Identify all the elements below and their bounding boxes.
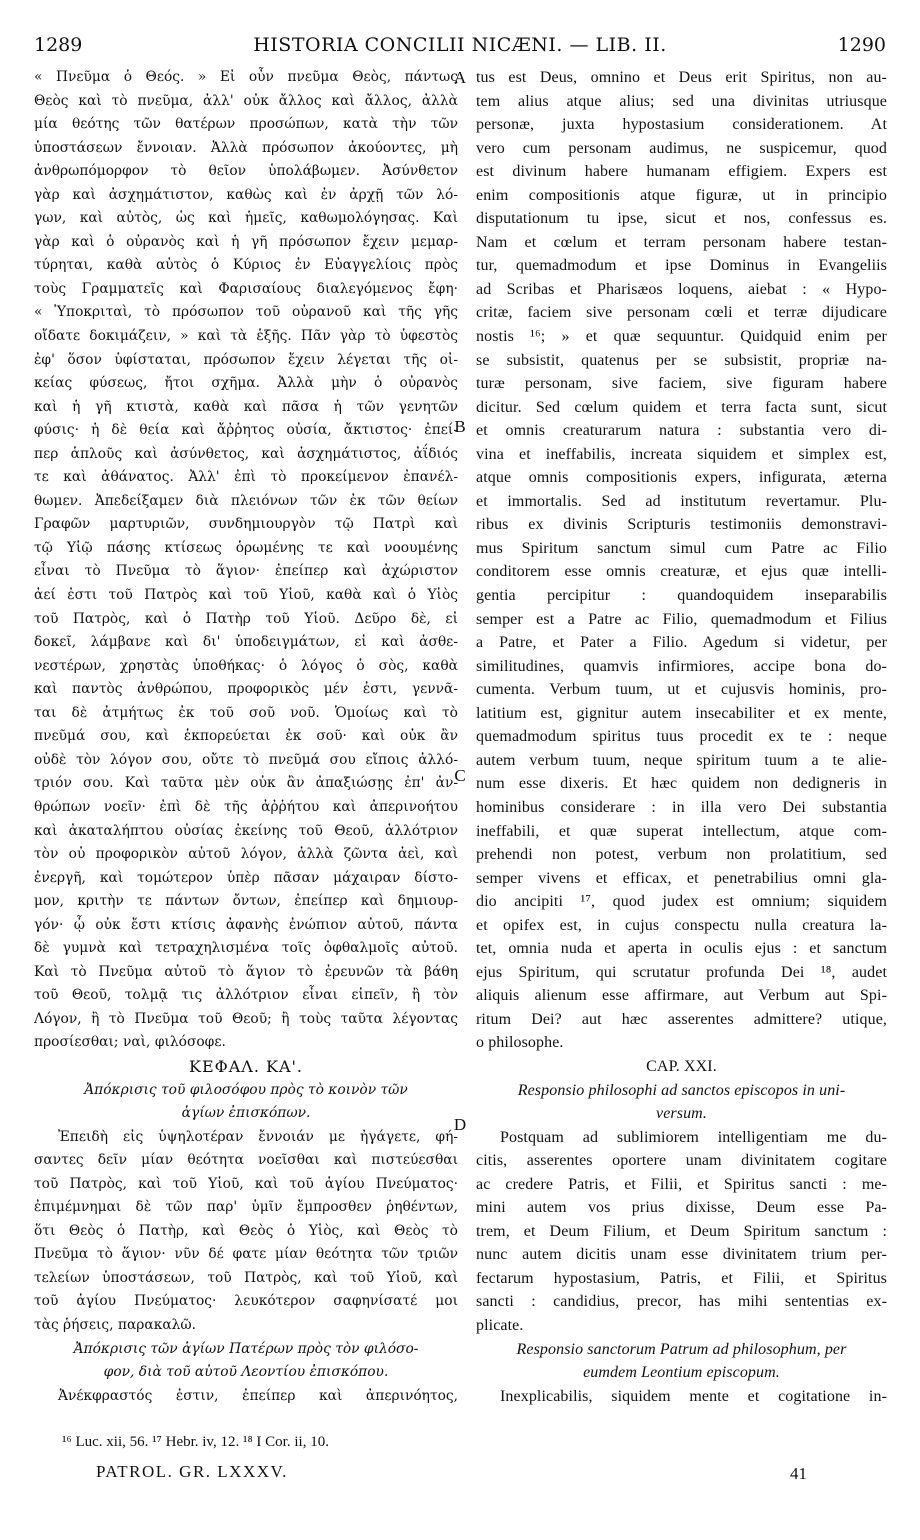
latin-line: prehendi non potest, verbum non prolatitium, sed [476, 846, 887, 864]
patrol-signature: PATROL. GR. LXXXV. [96, 1462, 288, 1481]
greek-line: θρώπων νοεῖν· ἐπὶ δὲ τῆς ἀῤῥήτου καὶ ἀπερινοήτου [34, 798, 458, 815]
greek-line: τύρηται, καθὰ αὐτὸς ὁ Κύριος ἐν Εὐαγγελίοις πρὸς [34, 257, 458, 274]
greek-line: Ἀνέκφραστός ἐστιν, ἐπείπερ καὶ ἀπερινόητος, [58, 1387, 458, 1404]
latin-response-subtitle: eumdem Leontium episcopum. [583, 1364, 780, 1382]
latin-line: turæ personam, sive faciem, sive figuram habere [476, 375, 887, 393]
running-header [34, 34, 886, 64]
latin-line: Postquam ad sublimiorem intelligentiam me du- [500, 1128, 887, 1146]
greek-line: δὲ γυμνὰ καὶ τετραχηλισμένα τοῖς ὀφθαλμοῖς αὐτοῦ. [34, 940, 458, 957]
greek-line: μον, κριτὴν τε πάντων ὄντων, ἐπείπερ καὶ δημιουρ- [34, 893, 458, 910]
latin-cap-text-block [476, 1126, 887, 1338]
latin-line: citis, asserentes oportere unam divinitatem cogitare [476, 1152, 887, 1170]
latin-line: trem, et Deum Filium, et Deum Spiritum sanctum : [476, 1222, 887, 1240]
latin-line: et immortalis. Sed ad institutum revertamur. Plu- [476, 492, 887, 510]
running-title: HISTORIA CONCILII NICÆNI. — LIB. II. [253, 34, 667, 56]
sheet-number: 41 [790, 1464, 807, 1483]
greek-line: πνεῦμά σου, καὶ ἐκπορεύεται ἐκ σοῦ· καὶ οὐκ ἂν [34, 728, 458, 745]
greek-line: τελείων ὑποστάσεων, τοῦ Πατρὸς, καὶ τοῦ Υἱοῦ, καὶ [34, 1269, 458, 1286]
greek-line: γων, καὶ αὐτὸς, ὡς καὶ ἡμεῖς, καθωμολόγησας. Καὶ [34, 210, 458, 227]
margin-marker-d: D [453, 1115, 467, 1134]
greek-line: θωμεν. Ἀπεδείξαμεν διὰ πλειόνων τῶν ἐκ τῶν θείων [34, 492, 458, 509]
latin-line: semper vivens et efficax, et penetrabilius omni gla- [476, 869, 887, 887]
latin-line: quemadmodum spiritus tuus procedit ex te : neque [476, 728, 887, 746]
greek-line: Πνεῦμα τὸ ἅγιον· νῦν δέ φατε μίαν θεότητα τῶν τριῶν [34, 1246, 458, 1263]
greek-line: γὰρ καὶ ὁ οὐρανὸς καὶ ἡ γῆ πρόσωπον ἔχειν μεμαρ- [34, 233, 458, 250]
greek-line: ἐφ' ὅσον ὑφίσταται, πρόσωπον ἔχειν λέγεται τῆς οἰ- [34, 351, 458, 368]
latin-text-block [476, 66, 887, 1055]
greek-line: καὶ ἡ γῆ κτιστὰ, καθὰ καὶ πᾶσα ἡ τῶν γενητῶν [34, 398, 458, 415]
latin-line: sancti : candidius, precor, has mihi sententias ex- [476, 1293, 887, 1311]
greek-cap-text-block [34, 1126, 458, 1338]
latin-line: ac credere Patris, et Filii, et Spiritus sancti : me- [476, 1175, 887, 1193]
greek-line: Ἐπειδὴ εἰς ὑψηλοτέραν ἔννοιάν με ἠγάγετε, φή- [58, 1128, 458, 1145]
latin-chapter-heading: CAP. XXI. [646, 1057, 717, 1075]
greek-line: ἐνεργῆ, καὶ τομώτερον ὑπὲρ πᾶσαν μάχαιραν δίστο- [34, 869, 458, 886]
greek-line: « Πνεῦμα ὁ Θεός. » Εἰ οὖν πνεῦμα Θεὸς, πάντως [34, 69, 458, 85]
latin-line: aliquis alienum esse affirmare, aut Verbum aut Spi- [476, 987, 887, 1005]
greek-line: γόν· ᾧ οὐκ ἔστι κτίσις ἀφανὴς ἐνώπιον αὐτοῦ, πάντα [34, 916, 458, 933]
latin-line: dicitur. Sed cœlum quidem et terra facta sunt, sicut [476, 398, 887, 416]
greek-line: μία θεότης τῶν θατέρων προσώπων, κατὰ τὴν τῶν [34, 116, 458, 133]
latin-line: latitium est, gignitur autem insecabiliter et ex mente, [476, 704, 887, 722]
latin-line: o philosophe. [476, 1034, 564, 1052]
latin-line: enim compositionis atque figuræ, ut in principio [476, 186, 887, 204]
latin-line: et omnis creaturarum natura : substantia vero di- [476, 422, 887, 440]
latin-line: cumenta. Verbum tuum, ut et cujusvis hominis, pro- [476, 681, 887, 699]
latin-chapter-subtitle: versum. [656, 1105, 707, 1123]
latin-line: nostis ¹⁶; » et quæ sequuntur. Quidquid enim per [476, 328, 887, 346]
latin-line: tus est Deus, omnino et Deus erit Spiritus, non au- [476, 69, 887, 86]
latin-line: personæ, juxta hypostasium considerationem. At [476, 116, 887, 134]
latin-line: mus Spiritum sanctum simul cum Patre ac Filio [476, 539, 887, 557]
latin-line: num esse dixeris. Et hæc quidem non dedigneris in [476, 775, 887, 793]
latin-line: ejus Spiritum, qui scrutatur profunda Dei ¹⁸, audet [476, 963, 887, 981]
greek-chapter-subtitle: ἁγίων ἐπισκόπων. [181, 1105, 311, 1122]
greek-line: κείας φύσεως, ἤτοι σχῆμα. Ἀλλὰ μὴν ὁ οὐρανὸς [34, 375, 458, 392]
margin-marker-b: B [454, 417, 466, 436]
latin-line: et opifex est, in cujus conspectu nulla creatura la- [476, 916, 887, 934]
greek-line: ἐπιμέμνημαι δὲ τῶν παρ' ὑμῖν ἔμπροσθεν ῥηθέντων, [34, 1199, 458, 1216]
greek-line: νεστέρων, χρηστὰς ὑποθήκας· ὁ λόγος ὁ σὸς, καθὰ [34, 657, 458, 674]
greek-line: « Ὑποκριταὶ, τὸ πρόσωπον τοῦ οὐρανοῦ καὶ τῆς γῆς [34, 304, 458, 321]
latin-line: tur, quemadmodum et ipse Dominus in Evangeliis [476, 257, 887, 275]
greek-line: Καὶ τὸ Πνεῦμα αὐτοῦ τὸ ἅγιον τὸ ἐρευνῶν τὰ βάθη [34, 963, 458, 980]
page-number-left: 1289 [34, 34, 83, 56]
greek-line: τοῦ Πατρὸς, καὶ ὁ Πατὴρ τοῦ Υἱοῦ. Δεῦρο δὲ, εἰ [34, 610, 458, 627]
greek-line: τῷ Υἱῷ πάσης κτίσεως ὁρωμένης τε καὶ νοουμένης [34, 539, 458, 556]
greek-line: Θεὸς καὶ τὸ πνεῦμα, ἀλλ' οὐκ ἄλλος καὶ ἄλλος, ἀλλὰ [34, 92, 458, 109]
greek-line: τοῦ Θεοῦ, τολμᾷ τις ἀλλότριον εἶναι εἰπεῖν, ἢ τὸν [34, 987, 458, 1004]
latin-line: critæ, faciem sive personam cœli et terræ dijudicare [476, 304, 887, 322]
greek-line: ἀνθρωπόμορφον τὸ θεῖον ὑπολάβωμεν. Ἀσύνθετον [34, 163, 458, 180]
latin-line: fectarum hypostasium, Patris, et Filii, et Spiritus [476, 1269, 887, 1287]
latin-line: atque omnis compositionis expers, infigurata, æterna [476, 469, 887, 487]
greek-line: γὰρ καὶ ἀσχημάτιστον, καθὼς καὶ ἐν ἀρχῇ τῶν λό- [34, 186, 458, 203]
latin-line: plicate. [476, 1316, 524, 1334]
latin-column [476, 66, 887, 1408]
greek-chapter-heading: ΚΕΦΑΛ. ΚΑ'. [188, 1056, 304, 1076]
latin-line: hominibus considerare : in illa vero Dei substantia [476, 798, 887, 816]
greek-line: τὰς ῥήσεις, παρακαλῶ. [34, 1316, 197, 1333]
greek-line: τοὺς Γραμματεῖς καὶ Φαρισαίους διαλεγόμενος ἔφη· [34, 280, 458, 297]
latin-line: Nam et cœlum et terram personam habere testan- [476, 233, 887, 251]
greek-line: ἀεί ἐστι τοῦ Πατρὸς καὶ τοῦ Υἱοῦ, καθὰ καὶ ὁ Υἱὸς [34, 587, 458, 604]
greek-line: εἶναι τὸ Πνεῦμα τὸ ἅγιον· ἐπείπερ καὶ ἀχώριστον [34, 563, 458, 580]
latin-line: se subsistit, quatenus per se subsistit, propriæ na- [476, 351, 887, 369]
latin-line: ineffabili, et quæ superat intellectum, atque com- [476, 822, 887, 840]
latin-line: disputationum tu ipse, sicut et nos, confessus es. [476, 210, 887, 228]
latin-line: conditorem esse omnis creaturæ, et ejus quæ intelli- [476, 563, 887, 581]
latin-line: vero cum personam audimus, ne suspicemur, quod [476, 139, 887, 157]
page-number-right: 1290 [837, 34, 886, 56]
latin-line: autem verbum tuum, neque spiritum tuum a te alie- [476, 751, 887, 769]
greek-line: ται δὲ ἀτμήτως ἐκ τοῦ σοῦ νοῦ. Ὁμοίως καὶ τὸ [34, 704, 458, 721]
latin-line: dio ancipiti ¹⁷, quod judex est omnium; siquidem [476, 893, 887, 911]
greek-line: Λόγον, ἢ τὸ Πνεῦμα τοῦ Θεοῦ; ἢ τοὺς ταῦτα λέγοντας [34, 1010, 458, 1027]
greek-line: οἴδατε δοκιμάζειν, » καὶ τὰ ἑξῆς. Πᾶν γὰρ τὸ ὑφεστὸς [34, 328, 458, 345]
footnotes: ¹⁶ Luc. xii, 56. ¹⁷ Hebr. iv, 12. ¹⁸ I Cor. ii, 10. [62, 1434, 329, 1450]
greek-line: περ ἁπλοῦς καὶ ἀσύνθετος, καὶ ἀσχημάτιστος, ἀΐδιός [34, 445, 458, 462]
greek-line: τε καὶ ἀθάνατος. Ἀλλ' ἐπὶ τὸ προκείμενον ἐπανέλ- [34, 469, 458, 486]
latin-line: semper est a Patre ac Filio, quemadmodum et Filius [476, 610, 887, 628]
greek-line: οὐδὲ τὸν λόγον σου, οὔτε τὸ πνεῦμά σου εἴποις ἀλλό- [34, 751, 458, 768]
latin-line: vina et ineffabilis, increata siquidem et simplex est, [476, 445, 887, 463]
latin-line: est divinum habere humanam effigiem. Expers est [476, 163, 887, 181]
latin-line: tet, omnia nuda et aperta in oculis ejus : et sanctum [476, 940, 887, 958]
margin-marker-c: C [454, 766, 466, 785]
greek-chapter-subtitle: Ἀπόκρισις τοῦ φιλοσόφου πρὸς τὸ κοινὸν τῶν [84, 1081, 408, 1098]
latin-response-subtitle: Responsio sanctorum Patrum ad philosophum, per [516, 1340, 847, 1358]
latin-line: nunc autem dicitis unam esse divinitatem trium per- [476, 1246, 887, 1264]
latin-line: ritum Dei? aut hæc asserentes admittere? utique, [476, 1010, 887, 1028]
greek-line: τὸν οὐ προφορικὸν αὐτοῦ λόγον, ἀλλὰ ζῶντα ἀεὶ, καὶ [34, 846, 458, 863]
greek-column [34, 66, 458, 1408]
greek-line: σαντες δεῖν μίαν θεότητα νοεῖσθαι καὶ πιστεύεσθαι [34, 1152, 458, 1169]
greek-line: καὶ παντὸς ἀνθρώπου, προφορικὸς μέν ἐστι, γεννᾶ- [34, 681, 458, 698]
latin-line: gentia percipitur : quandoquidem inseparabilis [476, 587, 887, 605]
latin-line: a Patre, et Pater a Filio. Agedum si videtur, per [476, 634, 887, 652]
latin-line: Inexplicabilis, siquidem mente et cogitatione in- [500, 1387, 887, 1405]
latin-line: tem alius atque alius; sed una divinitas utriusque [476, 92, 887, 110]
latin-chapter-subtitle: Responsio philosophi ad sanctos episcopos in uni- [517, 1081, 846, 1099]
greek-line: ὑποστάσεων ἔννοιαν. Ἀλλὰ πρόσωπον ἀκούοντες, μὴ [34, 139, 458, 156]
greek-response-subtitle: Ἀπόκρισις τῶν ἁγίων Πατέρων πρὸς τὸν φιλόσο- [73, 1340, 419, 1357]
latin-line: ribus ex divinis Scripturis testimoniis demonstravi- [476, 516, 887, 534]
latin-line: ad Scribas et Pharisæos loquens, aiebat : « Hypo- [476, 280, 887, 298]
greek-response-subtitle: φον, διὰ τοῦ αὐτοῦ Λεοντίου ἐπισκόπου. [103, 1364, 389, 1381]
greek-line: τριόν σου. Καὶ ταῦτα μὲν οὐκ ἂν ἀπαξιώσῃς ἐπ' ἀν- [34, 775, 458, 792]
margin-marker-a: A [453, 68, 467, 87]
greek-text-block [34, 66, 458, 1055]
greek-line: φύσις· ἡ δὲ θεία καὶ ἄῤῥητος οὐσία, ἄκτιστος· ἐπεί- [34, 422, 458, 439]
greek-line: καὶ ἀκαταλήπτου οὐσίας ἐκείνης τοῦ Θεοῦ, ἀλλότριον [34, 822, 458, 839]
greek-line: ὅτι Θεὸς ὁ Πατὴρ, καὶ Θεὸς ὁ Υἱὸς, καὶ Θεὸς τὸ [34, 1222, 458, 1239]
latin-line: mini autem vos prius dixisse, Deum esse Pa- [476, 1199, 887, 1217]
latin-line: similitudines, quamvis infirmiores, accipe bona do- [476, 657, 887, 675]
greek-line: Γραφῶν μαρτυριῶν, συνδημιουργὸν τῷ Πατρὶ καὶ [34, 516, 458, 533]
greek-line: προσίεσθαι; ναὶ, φιλόσοφε. [34, 1034, 226, 1051]
greek-line: τοῦ Πατρὸς, καὶ τοῦ Υἱοῦ, καὶ τοῦ ἁγίου Πνεύματος· [34, 1175, 458, 1192]
greek-line: δοκεῖ, λάμβανε καὶ δι' ὑποδειγμάτων, εἰ καὶ ἀσθε- [34, 634, 458, 651]
greek-line: τοῦ ἁγίου Πνεύματος· λευκότερον σαφηνίσατέ μοι [34, 1293, 458, 1310]
